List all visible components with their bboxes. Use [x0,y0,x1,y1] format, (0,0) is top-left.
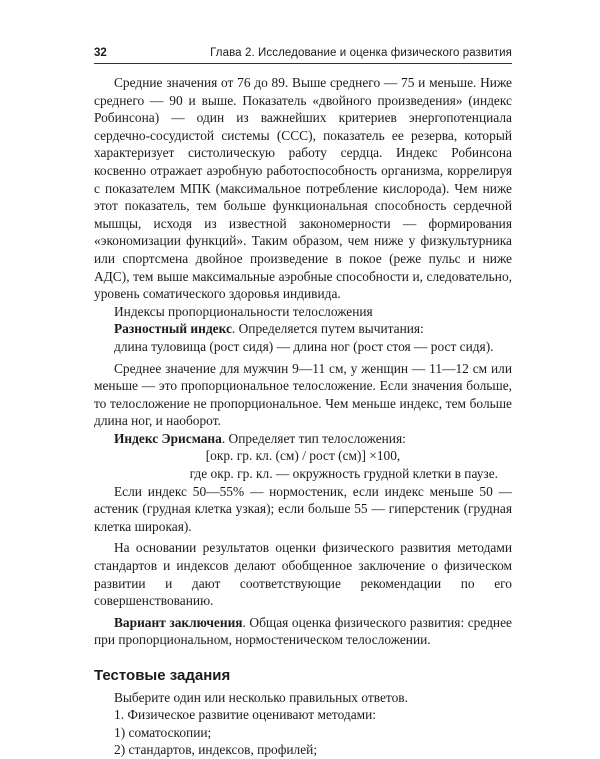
term-text: . Определяется путем вычитания: [231,321,424,337]
chapter-title: Глава 2. Исследование и оценка физического развития [210,47,512,59]
instruction: Выберите один или несколько правильных ответов. [114,689,408,705]
section-heading: Тестовые задания [94,667,231,684]
page-content [94,74,512,759]
answer-option: 1) соматоскопии; [114,724,212,740]
term-text: . Определяет тип телосложения: [221,430,406,446]
paragraph [94,614,512,649]
test-tasks [94,689,512,759]
paragraph [94,430,512,448]
term-label: Индекс Эрисмана [114,430,222,446]
formula-line: длина туловища (рост сидя) — длина ног (рост стоя — рост сидя). [114,338,494,354]
paragraph: На основании результатов оценки физического развития методами стандартов и индексов делают обобщенное заключение о физическом развитии и дают соответствующие рекомендации по его совершенствованию. [94,540,512,609]
paragraph [94,320,512,338]
paragraph: Среднее значение для мужчин 9—11 см, у женщин — 11—12 см или меньше — это пропорциональное телосложение. Если значения больше, то телосложение не пропорциональное. Чем меньше индекс, тем больше длина ног, и наоборот. [94,360,512,429]
term-text: . Общая оценка физического развития: среднее при пропорциональном, нормостеническом телосложении. [94,614,512,648]
running-header [94,46,512,64]
paragraph: Средние значения от 76 до 89. Выше среднего — 75 и меньше. Ниже среднего — 90 и выше. Показатель «двойного произведения» (индекс Робинсона) — один из важнейших критериев энергопотенциала сердечно-сосудистой системы (ССС), показатель ее резерва, который характеризует систолическую работу сердца. Индекс Робинсона косвенно отражает аэробную работоспособность организма, коррелируя с показателем МПК (максимальное потребление кислорода). Чем ниже этот показатель, тем больше функциональная способность сердечной мышцы, исходя из известной закономерности — формирования «экономизации функций». Таким образом, чем ниже у физкультурника или спортсмена двойное произведение в покое (реже пульс и ниже АДС), тем выше максимальные аэробные способности и, следовательно, уровень соматического здоровья индивида. [94,75,512,302]
answer-option: 2) стандартов, индексов, профилей; [114,742,318,758]
term-label: Вариант заключения [114,614,243,630]
page-number: 32 [94,47,107,59]
paragraph: Если индекс 50—55% — нормостеник, если индекс меньше 50 — астеник (грудная клетка узкая); если больше 55 — гиперстеник (грудная клетка широкая). [94,483,512,534]
question: 1. Физическое развитие оценивают методами: [114,707,377,723]
formula-note: где окр. гр. кл. — окружность грудной клетки в паузе. [189,466,498,482]
term-label: Разностный индекс [114,321,232,337]
formula: [окр. гр. кл. (см) / рост (см)] ×100, [205,448,401,464]
paragraph: Индексы пропорциональности телосложения [114,303,373,319]
